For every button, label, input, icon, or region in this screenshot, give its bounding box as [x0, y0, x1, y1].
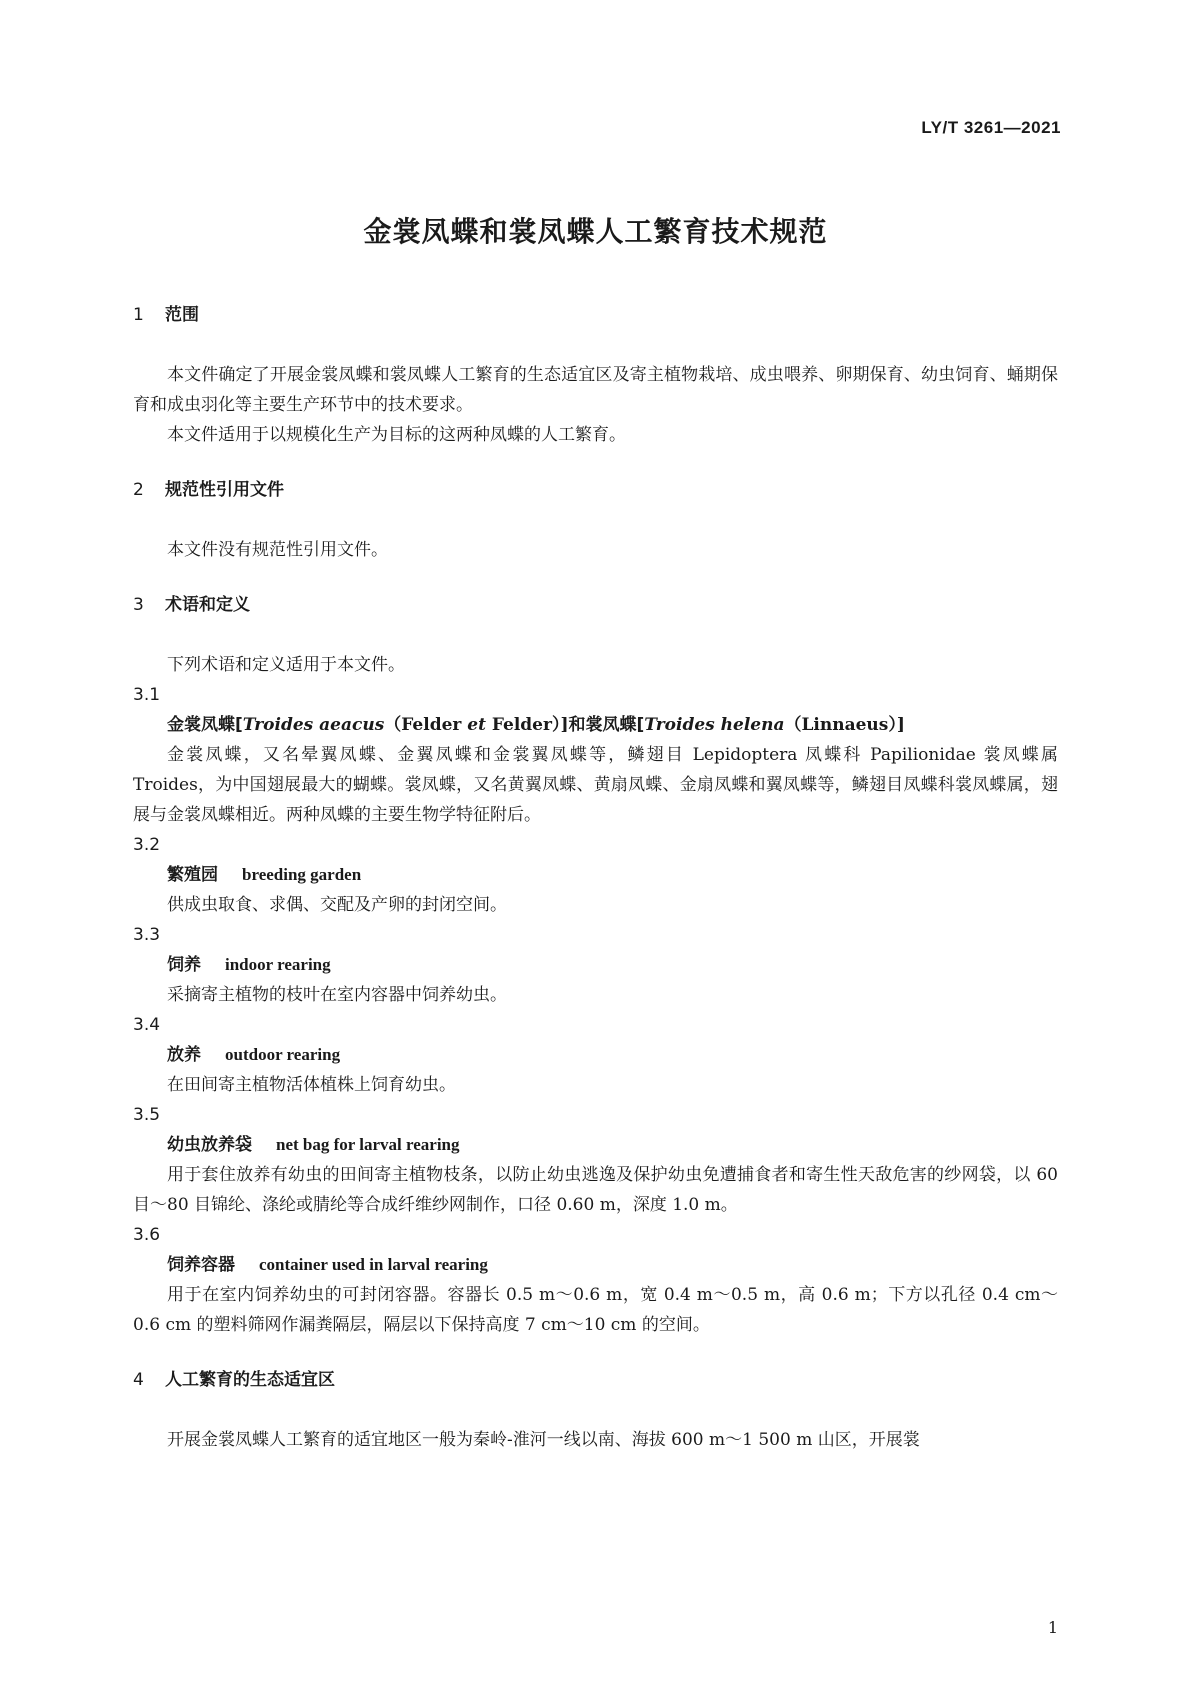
section-number: 3	[133, 595, 144, 615]
section-heading-ecological-zone	[133, 1365, 1058, 1395]
section-number: 1	[133, 305, 144, 325]
term-zh: 繁殖园	[167, 865, 218, 885]
term-zh: 金裳凤蝶[	[167, 715, 243, 735]
species-name: Troides helena	[644, 715, 785, 735]
author: （Felder	[384, 715, 468, 735]
author: Felder）]	[485, 715, 569, 735]
term-heading	[133, 950, 1058, 980]
term-number: 3.1	[133, 685, 161, 705]
term-heading	[133, 1130, 1058, 1160]
term-definition: 用于套住放养有幼虫的田间寄主植物枝条，以防止幼虫逃逸及保护幼虫免遭捕食者和寄生性天敌危害的纱网袋，以 60 目～80 目锦纶、涤纶或腈纶等合成纤维纱网制作，口径 0.60 m，深度 1.0 m。	[133, 1165, 1058, 1215]
term-definition: 用于在室内饲养幼虫的可封闭容器。容器长 0.5 m～0.6 m，宽 0.4 m～0.5 m，高 0.6 m；下方以孔径 0.4 cm～0.6 cm 的塑料筛网作漏粪隔层，隔层以下保持高度 7 cm～10 cm 的空间。	[133, 1285, 1058, 1335]
paragraph: 本文件适用于以规模化生产为目标的这两种凤蝶的人工繁育。	[167, 425, 626, 445]
term-number: 3.3	[133, 925, 161, 945]
species-name: Troides aeacus	[242, 715, 385, 735]
term-en: indoor rearing	[225, 955, 331, 974]
term-heading	[133, 1040, 1058, 1070]
term-definition: 金裳凤蝶，又名晕翼凤蝶、金翼凤蝶和金裳翼凤蝶等，鳞翅目 Lepidoptera 凤蝶科 Papilionidae 裳凤蝶属 Troides，为中国翅展最大的蝴蝶。裳凤蝶，又名黄翼凤蝶、黄扇凤蝶、金扇凤蝶和翼凤蝶等，鳞翅目凤蝶科裳凤蝶属，翅展与金裳凤蝶相近。两种凤蝶的主要生物学特征附后。	[133, 745, 1058, 825]
term-number: 3.6	[133, 1225, 161, 1245]
section-number: 4	[133, 1370, 144, 1390]
section-title: 术语和定义	[165, 595, 250, 615]
term-zh: 和裳凤蝶[	[568, 715, 645, 735]
paragraph: 本文件确定了开展金裳凤蝶和裳凤蝶人工繁育的生态适宜区及寄主植物栽培、成虫喂养、卵期保育、幼虫饲育、蛹期保育和成虫羽化等主要生产环节中的技术要求。	[133, 365, 1058, 415]
term-en: container used in larval rearing	[259, 1255, 488, 1274]
document-title: 金裳凤蝶和裳凤蝶人工繁育技术规范	[363, 215, 828, 248]
term-en: breeding garden	[242, 865, 362, 884]
section-title: 规范性引用文件	[165, 480, 284, 500]
term-number: 3.5	[133, 1105, 161, 1125]
term-definition: 供成虫取食、求偶、交配及产卵的封闭空间。	[167, 895, 507, 915]
term-en: net bag for larval rearing	[276, 1135, 460, 1154]
section-title: 范围	[165, 305, 199, 325]
term-heading	[133, 710, 1058, 740]
term-heading	[133, 860, 1058, 890]
page-number: 1	[1047, 1618, 1058, 1637]
section-heading-normative-references	[133, 475, 1058, 505]
paragraph: 本文件没有规范性引用文件。	[167, 540, 388, 560]
term-definition: 采摘寄主植物的枝叶在室内容器中饲养幼虫。	[167, 985, 507, 1005]
term-definition: 在田间寄主植物活体植株上饲育幼虫。	[167, 1075, 456, 1095]
paragraph: 开展金裳凤蝶人工繁育的适宜地区一般为秦岭-淮河一线以南、海拔 600 m～1 500 m 山区，开展裳	[167, 1430, 920, 1450]
term-zh: 饲养容器	[167, 1255, 235, 1275]
section-heading-terms	[133, 590, 1058, 620]
term-number: 3.4	[133, 1015, 161, 1035]
term-en: outdoor rearing	[225, 1045, 341, 1064]
section-title: 人工繁育的生态适宜区	[165, 1370, 335, 1390]
term-zh: 幼虫放养袋	[167, 1135, 252, 1155]
term-heading	[133, 1250, 1058, 1280]
term-zh: 放养	[167, 1045, 201, 1065]
term-zh: 饲养	[167, 955, 201, 975]
author-et: et	[467, 715, 486, 735]
section-number: 2	[133, 480, 144, 500]
section-heading-scope	[133, 300, 1058, 330]
standard-code: LY/T 3261—2021	[921, 118, 1061, 137]
term-number: 3.2	[133, 835, 161, 855]
author: （Linnaeus）]	[784, 715, 905, 735]
paragraph: 下列术语和定义适用于本文件。	[167, 655, 405, 675]
document-body	[133, 300, 1058, 1455]
